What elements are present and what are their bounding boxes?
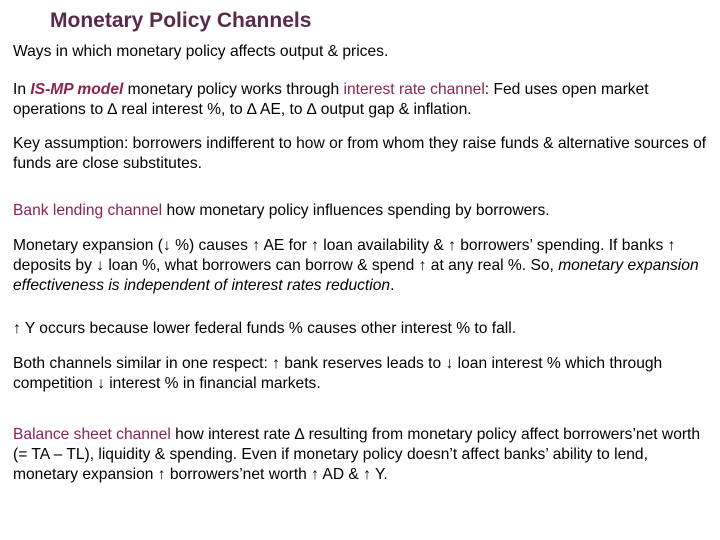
text: monetary policy works through <box>123 81 344 98</box>
paragraph-both-channels <box>13 354 713 394</box>
text: how monetary policy influences spending by borrowers. <box>162 202 550 219</box>
text: Both channels similar in one respect: ↑ bank reserves leads to ↓ loan interest % which through competition ↓ interest % in financial markets. <box>13 355 663 392</box>
slide-title: Monetary Policy Channels <box>50 9 312 32</box>
term-bank-lending-channel: Bank lending channel <box>13 202 163 219</box>
paragraph-key-assumption <box>13 134 713 174</box>
text: ↑ Y occurs because lower federal funds % causes other interest % to fall. <box>13 320 517 337</box>
term-interest-rate-channel: interest rate channel <box>343 81 485 98</box>
paragraph-monetary-expansion <box>13 236 713 296</box>
paragraph-is-mp <box>13 80 713 120</box>
term-is-mp-model: IS-MP model <box>30 81 124 98</box>
text: . <box>390 277 395 294</box>
paragraph-intro <box>13 42 713 62</box>
paragraph-bank-lending <box>13 201 713 221</box>
paragraph-balance-sheet <box>13 425 713 485</box>
text: how interest rate ∆ resulting from monetary policy affect borrowers’net worth (= TA – TL), liquidity & spending. Even if monetary policy doesn’t affect banks’ ability to lend, monetary expansion ↑ borrowers’net worth ↑ AD & ↑ Y. <box>13 426 701 483</box>
intro-text: Ways in which monetary policy affects output & prices. <box>13 43 389 60</box>
emphasis-effectiveness: monetary expansion effectiveness is independent of interest rates reduction <box>13 257 699 294</box>
text: Key assumption: borrowers indifferent to how or from whom they raise funds & alternative sources of funds are close substitutes. <box>13 135 707 172</box>
paragraph-y-occurs <box>13 319 713 339</box>
term-balance-sheet-channel: Balance sheet channel <box>13 426 171 443</box>
text: In <box>13 81 31 98</box>
text: Monetary expansion (↓ %) causes ↑ AE for ↑ loan availability & ↑ borrowers’ spending. If banks ↑ deposits by ↓ loan %, what borrowers can borrow & spend ↑ at any real %. So, <box>13 237 676 274</box>
text: : Fed uses open market operations to ∆ real interest %, to ∆ AE, to ∆ output gap & inflation. <box>13 81 649 118</box>
